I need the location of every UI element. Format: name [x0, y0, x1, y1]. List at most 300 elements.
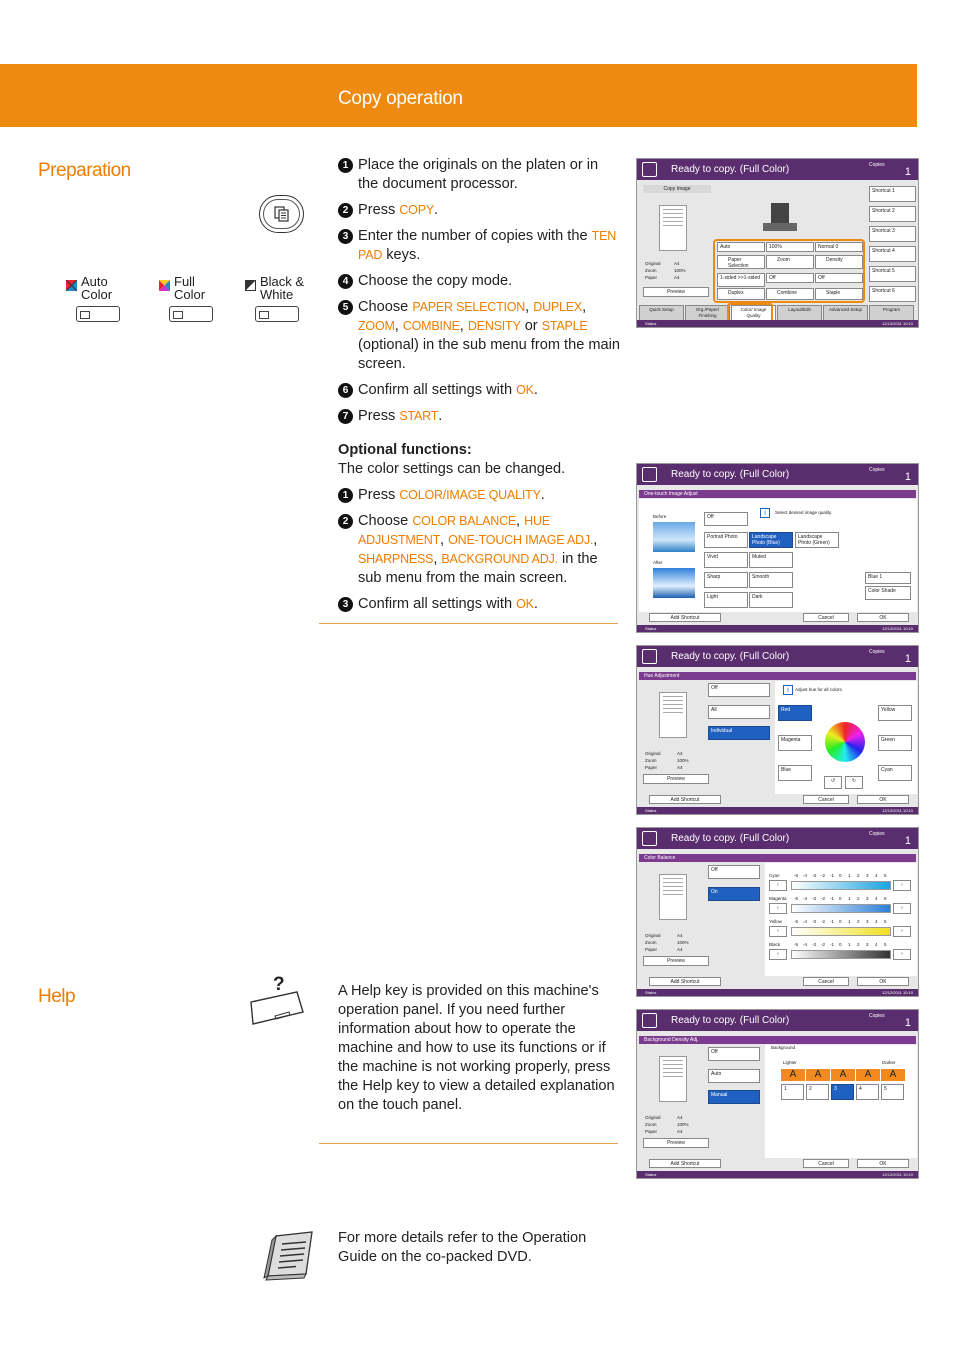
step-text-part: Place the originals on the platen or in the document processor.: [358, 157, 599, 192]
copies-label: Copies: [869, 1013, 885, 1019]
optional-steps: [338, 486, 620, 614]
step-number: 3: [338, 597, 353, 612]
scale-tick: 3: [866, 942, 869, 947]
original-value: A4: [674, 261, 680, 266]
scale-tick: 4: [875, 942, 878, 947]
all-button[interactable]: All: [708, 705, 770, 719]
copy-mode-icon: [642, 649, 657, 664]
density-button[interactable]: Density: [815, 255, 863, 269]
step-text: [358, 227, 620, 265]
duplex-value-btn[interactable]: 1-sided >>1-sided: [717, 273, 765, 287]
copies-count: 1: [904, 653, 911, 665]
key-name: START: [399, 409, 439, 423]
rotate-right-button[interactable]: ↻: [845, 776, 863, 789]
preparation-heading: Preparation: [38, 160, 131, 181]
key-name: STAPLE: [541, 319, 588, 333]
copies-label: Copies: [869, 467, 885, 473]
scale-tick: -4: [803, 942, 808, 947]
lighter-label: Lighter: [783, 1060, 797, 1065]
step-text-part: .: [540, 487, 545, 503]
help-text: A Help key is provided on this machine's operation panel. If you need further information about how to operate the machine and how to use its functions or if the machine is not working properly, press the Help key to view a detailed explanation on the touch panel.: [338, 983, 615, 1113]
note-text: For more details refer to the Operation Guide on the co-packed DVD.: [338, 1230, 587, 1265]
ready-message: Ready to copy. (Full Color): [671, 651, 790, 662]
panel-title: One-touch Image Adjust: [639, 490, 916, 498]
preparation-step-5: [338, 298, 620, 374]
copies-count: 1: [904, 1017, 911, 1029]
status-label: Status: [645, 321, 657, 326]
off-button[interactable]: Off: [708, 1047, 760, 1061]
info-icon: i: [783, 685, 793, 695]
step-text-part: Press: [358, 487, 400, 503]
scale-tick: 2: [857, 942, 860, 947]
shortcut-1-button[interactable]: Shortcut 1: [869, 186, 916, 202]
full-color-pad: [169, 306, 213, 322]
key-name: TEN PAD: [358, 229, 617, 262]
green-button[interactable]: Green: [878, 735, 912, 751]
key-name: COLOR/IMAGE QUALITY: [399, 488, 541, 502]
copies-count: 1: [904, 835, 911, 847]
key-name: SHARPNESS: [358, 552, 434, 566]
off-button[interactable]: Off: [704, 512, 748, 526]
dark-button[interactable]: Dark: [749, 592, 793, 608]
level-4-button[interactable]: 4: [856, 1084, 879, 1100]
preparation-step-2: [338, 201, 620, 220]
scale-tick: -4: [803, 919, 808, 924]
help-key-symbol: ?: [273, 974, 285, 995]
scale-tick: -4: [803, 896, 808, 901]
document-preview: [659, 874, 687, 920]
document-preview: [659, 1056, 687, 1102]
preparation-step-7: [338, 407, 620, 426]
copy-icon: [274, 206, 290, 222]
scale-tick: 0: [839, 896, 842, 901]
preview-button[interactable]: Preview: [643, 287, 709, 297]
staple-button[interactable]: Staple: [815, 288, 863, 300]
auto-button[interactable]: Auto: [708, 1069, 760, 1083]
copy-mode-icon: [642, 1013, 657, 1028]
timestamp: 12/12/2011 10:10: [882, 808, 913, 813]
help-heading: Help: [38, 986, 76, 1007]
step-text-part: in the sub menu from the main screen.: [358, 551, 598, 586]
status-label: Status: [645, 990, 657, 995]
preview-button[interactable]: Preview: [643, 1138, 709, 1148]
auto-color-label-2: Color: [81, 287, 113, 302]
step-text: [358, 595, 538, 614]
step-text-part: Enter the number of copies with the: [358, 228, 592, 244]
tab-3[interactable]: Color/ Image Quality: [731, 305, 776, 321]
page-title: Copy operation: [338, 88, 463, 109]
auto-color-key: [61, 275, 131, 322]
preparation-step-4: [338, 272, 620, 291]
decrease-button[interactable]: ‹: [769, 926, 787, 937]
screen-background: Ready to copy. (Full Color) Copies 1 Background Density Adj. Original Zoom Paper A4 100% A4 Preview Off Auto Manual Background Lighter Darker A 1 A 2 A 3 A 4 A 5 Add Shortcut Cancel OK Status 12/12/2011 10:10: [636, 1009, 919, 1179]
scale-tick: 3: [866, 873, 869, 878]
note-book-icon: [262, 1230, 318, 1282]
copies-label: Copies: [869, 831, 885, 837]
step-text-part: .: [533, 382, 538, 398]
optional-intro: The color settings can be changed.: [338, 461, 566, 477]
level-5-button[interactable]: 5: [881, 1084, 904, 1100]
decrease-button[interactable]: ‹: [769, 880, 787, 891]
step-text: [358, 407, 442, 426]
scale-tick: 2: [857, 873, 860, 878]
copy-mode-icon: [642, 831, 657, 846]
scale-tick: 1: [848, 919, 851, 924]
muted-button[interactable]: Muted: [749, 552, 793, 568]
paper-label: Paper: [645, 275, 658, 280]
divider-help: [319, 1143, 618, 1144]
step-text-part: Choose the copy mode.: [358, 273, 513, 289]
rotate-left-button[interactable]: ↺: [824, 776, 842, 789]
key-name: COLOR BALANCE: [412, 514, 517, 528]
paper-value-btn[interactable]: Auto: [717, 242, 765, 252]
scale-tick: 2: [857, 896, 860, 901]
black-white-pad: [255, 306, 299, 322]
full-color-label-1: Full: [174, 274, 195, 289]
step-text-part: or: [520, 318, 542, 334]
key-name: DENSITY: [467, 319, 521, 333]
step-number: 7: [338, 409, 353, 424]
density-sample: A: [831, 1069, 855, 1081]
copies-count: 1: [904, 166, 911, 178]
status-bar: [637, 159, 918, 180]
tab-1[interactable]: Quick Setup: [639, 305, 684, 321]
step-text-part: ,: [516, 513, 525, 529]
scale-tick: -2: [821, 873, 826, 878]
off-button[interactable]: Off: [708, 865, 760, 879]
density-sample: A: [781, 1069, 805, 1081]
balance-color-label: Magenta: [769, 896, 787, 901]
optional-step-2: [338, 512, 620, 588]
cancel-button[interactable]: Cancel: [803, 795, 849, 804]
screen-color-balance: Ready to copy. (Full Color) Copies 1 Color Balance Original Zoom Paper A4 100% A4 Preview Off On Cyan -5 -4 -3 -2 -1 0 1 2 3 4 5 ‹ › Magenta -5 -4 -3 -2 -1 0 1 2 3 4 5 ‹ › Yellow -5 -4 -3 -2 -1 0 1 2 3 4 5 ‹ › Black -5 -4 -3 -2 -1 0 1 2 3 4 5 ‹ › Add Shortcut Cancel OK Status 12/12/2011 10:10: [636, 827, 919, 997]
timestamp: 12/12/2011 10:10: [882, 321, 913, 326]
full-color-icon: [159, 280, 170, 291]
add-shortcut-button[interactable]: Add Shortcut: [649, 977, 721, 986]
black-white-label-2: White: [260, 287, 294, 302]
full-color-label-2: Color: [174, 287, 206, 302]
ok-button[interactable]: OK: [857, 977, 909, 986]
key-name: BACKGROUND ADJ.: [441, 552, 558, 566]
off-button[interactable]: Off: [708, 683, 770, 697]
density-sample: A: [806, 1069, 830, 1081]
ok-button[interactable]: OK: [857, 1159, 909, 1168]
step-text-part: ,: [593, 532, 598, 548]
add-shortcut-button[interactable]: Add Shortcut: [649, 795, 721, 804]
magenta-button[interactable]: Magenta: [778, 735, 812, 751]
scale-tick: 4: [875, 896, 878, 901]
preparation-step-6: [338, 381, 620, 400]
balance-slider[interactable]: [791, 904, 891, 913]
ok-button[interactable]: OK: [857, 613, 909, 622]
cyan-button[interactable]: Cyan: [878, 765, 912, 781]
step-text-part: ,: [440, 532, 449, 548]
divider: [319, 623, 618, 624]
step-text: [358, 156, 620, 194]
key-name: HUE ADJUSTMENT: [358, 514, 550, 547]
status-label: Status: [645, 626, 657, 631]
shortcut-4-button[interactable]: Shortcut 4: [869, 246, 916, 262]
optional-title: Optional functions:: [338, 442, 472, 458]
after-label: After: [653, 560, 663, 565]
landscape-blue-button[interactable]: Landscape Photo (Blue): [749, 532, 793, 548]
cancel-button[interactable]: Cancel: [803, 977, 849, 986]
status-label: Status: [645, 1172, 657, 1177]
step-text: [358, 298, 620, 374]
black-white-icon: [245, 280, 256, 291]
header-banner: [0, 64, 917, 127]
combine-button[interactable]: Combine: [766, 288, 814, 300]
scale-tick: 2: [857, 919, 860, 924]
scale-tick: -1: [830, 919, 835, 924]
preview-button[interactable]: Preview: [643, 774, 709, 784]
tab-6[interactable]: Program: [869, 305, 914, 321]
increase-button[interactable]: ›: [893, 903, 911, 914]
step-text-part: Choose: [358, 513, 413, 529]
balance-slider[interactable]: [791, 927, 891, 936]
density-value-btn[interactable]: Normal 0: [815, 242, 863, 252]
add-shortcut-button[interactable]: Add Shortcut: [649, 1159, 721, 1168]
paper-selection-button[interactable]: Paper Selection: [717, 255, 765, 269]
step-number: 2: [338, 514, 353, 529]
vivid-button[interactable]: Vivid: [704, 552, 748, 568]
shortcut-3-button[interactable]: Shortcut 3: [869, 226, 916, 242]
step-text-part: keys.: [382, 247, 421, 263]
screen-main: [636, 158, 919, 328]
scale-tick: 0: [839, 919, 842, 924]
key-name: COPY: [399, 203, 434, 217]
auto-color-pad: [76, 306, 120, 322]
zoom-label: Zoom: [645, 268, 657, 273]
scale-tick: -5: [794, 896, 799, 901]
optional-section: [338, 441, 620, 621]
step-number: 5: [338, 300, 353, 315]
document-preview: [659, 205, 687, 251]
shortcut-6-button[interactable]: Shortcut 6: [869, 286, 916, 302]
balance-slider[interactable]: [791, 950, 891, 959]
preparation-step-1: [338, 156, 620, 194]
copies-count: 1: [904, 471, 911, 483]
step-text-part: .: [433, 202, 439, 218]
scale-tick: 0: [839, 942, 842, 947]
step-text-part: ,: [394, 318, 403, 334]
zoom-value-btn[interactable]: 100%: [766, 242, 814, 252]
key-name: PAPER SELECTION: [412, 300, 526, 314]
copy-image-label: Copy Image: [643, 185, 711, 193]
ready-message: Ready to copy. (Full Color): [671, 833, 790, 844]
step-text: [358, 272, 512, 291]
status-label: Status: [645, 808, 657, 813]
color-shade-value[interactable]: Blue 1: [865, 572, 911, 584]
copies-label: Copies: [869, 162, 885, 168]
panel-title: Background Density Adj.: [639, 1036, 916, 1044]
balance-slider[interactable]: [791, 881, 891, 890]
panel-title: Hue Adjustment: [639, 672, 916, 680]
before-label: Before: [653, 514, 667, 519]
auto-color-icon: [66, 280, 77, 291]
tab-4[interactable]: Layout/Edit: [777, 305, 822, 321]
scale-tick: 0: [839, 873, 842, 878]
black-white-label-1: Black &: [260, 274, 305, 289]
key-name: ZOOM: [358, 319, 395, 333]
step-number: 2: [338, 203, 353, 218]
timestamp: 12/12/2011 10:10: [882, 626, 913, 631]
scale-tick: -3: [812, 873, 817, 878]
scale-tick: -3: [812, 919, 817, 924]
step-number: 6: [338, 383, 353, 398]
increase-button[interactable]: ›: [893, 949, 911, 960]
increase-button[interactable]: ›: [893, 926, 911, 937]
screen-onetouch: [636, 463, 919, 633]
scale-tick: -4: [803, 873, 808, 878]
zoom-value: 100%: [674, 268, 686, 273]
step-number: 1: [338, 158, 353, 173]
step-text: [358, 486, 545, 505]
landscape-green-button[interactable]: Landscape Photo (Green): [795, 532, 839, 548]
step-text-part: Confirm all settings with: [358, 382, 517, 398]
density-sample: A: [881, 1069, 905, 1081]
help-key-icon: [249, 972, 305, 1028]
scale-tick: 5: [884, 919, 887, 924]
scale-tick: -3: [812, 942, 817, 947]
black-white-key: [240, 275, 310, 322]
info-text: Select desired image quality.: [775, 510, 833, 515]
scale-tick: 5: [884, 942, 887, 947]
portrait-photo-button[interactable]: Portrait Photo: [704, 532, 748, 548]
preview-button[interactable]: Preview: [643, 956, 709, 966]
cancel-button[interactable]: Cancel: [803, 613, 849, 622]
individual-button[interactable]: Individual: [708, 726, 770, 740]
optional-step-3: [338, 595, 620, 614]
key-name: OK: [516, 597, 534, 611]
scale-tick: 3: [866, 896, 869, 901]
key-name: DUPLEX: [533, 300, 583, 314]
scale-tick: 5: [884, 873, 887, 878]
step-text-part: (optional) in the sub menu from the main screen.: [358, 337, 621, 372]
shortcut-5-button[interactable]: Shortcut 5: [869, 266, 916, 282]
scale-tick: -2: [821, 919, 826, 924]
smooth-button[interactable]: Smooth: [749, 572, 793, 588]
step-text-part: Confirm all settings with: [358, 596, 517, 612]
level-1-button[interactable]: 1: [781, 1084, 804, 1100]
decrease-button[interactable]: ‹: [769, 903, 787, 914]
info-text: Adjust hue for all colors.: [795, 687, 844, 692]
step-number: 4: [338, 274, 353, 289]
after-photo: [653, 568, 695, 598]
zoom-button[interactable]: Zoom: [766, 255, 814, 269]
red-button[interactable]: Red: [778, 705, 812, 721]
light-button[interactable]: Light: [704, 592, 748, 608]
scale-tick: -5: [794, 919, 799, 924]
timestamp: 12/12/2011 10:10: [882, 990, 913, 995]
step-text-part: Press: [358, 202, 400, 218]
darker-label: Darker: [882, 1060, 896, 1065]
increase-button[interactable]: ›: [893, 880, 911, 891]
scale-tick: -5: [794, 873, 799, 878]
balance-color-label: Black: [769, 942, 781, 947]
color-wheel: [825, 722, 865, 762]
before-photo: [653, 522, 695, 552]
auto-color-label-1: Auto: [81, 274, 108, 289]
full-color-key: [154, 275, 224, 322]
scale-tick: -1: [830, 896, 835, 901]
step-text-part: ,: [433, 551, 442, 567]
background-label: Background: [771, 1045, 796, 1050]
optional-step-1: [338, 486, 620, 505]
decrease-button[interactable]: ‹: [769, 949, 787, 960]
scale-tick: 1: [848, 896, 851, 901]
level-2-button[interactable]: 2: [806, 1084, 829, 1100]
status-footer: [637, 320, 918, 327]
manual-button[interactable]: Manual: [708, 1090, 760, 1104]
scale-tick: 3: [866, 919, 869, 924]
ok-button[interactable]: OK: [857, 795, 909, 804]
tab-2[interactable]: Org./Paper/ Finishing: [685, 305, 730, 321]
ready-message: Ready to copy. (Full Color): [671, 469, 790, 480]
timestamp: 12/12/2011 10:10: [882, 1172, 913, 1177]
on-button[interactable]: On: [708, 887, 760, 901]
copies-label: Copies: [869, 649, 885, 655]
copy-mode-icon: [642, 467, 657, 482]
scale-tick: -3: [812, 896, 817, 901]
step-text: [358, 201, 438, 220]
step-text-part: ,: [459, 318, 468, 334]
preparation-step-3: [338, 227, 620, 265]
level-3-button[interactable]: 3: [831, 1084, 854, 1100]
shortcut-2-button[interactable]: Shortcut 2: [869, 206, 916, 222]
tab-5[interactable]: Advanced Setup: [823, 305, 868, 321]
screen-hue: Ready to copy. (Full Color) Copies 1 Hue Adjustment Original Zoom Paper A4 100% A4 Preview Off All Individual i Adjust hue for all colors. Red Yellow Magenta Green Blue Cyan ↺ ↻ Add Shortcut Cancel OK Status 12/12/2011 10:10: [636, 645, 919, 815]
scale-tick: 4: [875, 873, 878, 878]
ready-message: Ready to copy. (Full Color): [671, 1015, 790, 1026]
step-number: 3: [338, 229, 353, 244]
copy-key: [259, 195, 304, 233]
yellow-button[interactable]: Yellow: [878, 705, 912, 721]
step-text-part: Choose: [358, 299, 413, 315]
cancel-button[interactable]: Cancel: [803, 1159, 849, 1168]
scale-tick: 1: [848, 942, 851, 947]
key-name: COMBINE: [402, 319, 460, 333]
scale-tick: 1: [848, 873, 851, 878]
ready-message: Ready to copy. (Full Color): [671, 164, 790, 175]
color-shade-button[interactable]: Color Shade: [865, 586, 911, 600]
document-preview: [659, 692, 687, 738]
step-text-part: Press: [358, 408, 400, 424]
scale-tick: -2: [821, 942, 826, 947]
sharp-button[interactable]: Sharp: [704, 572, 748, 588]
scale-tick: -1: [830, 942, 835, 947]
combine-value-btn[interactable]: Off: [766, 273, 814, 283]
scale-tick: -2: [821, 896, 826, 901]
add-shortcut-button[interactable]: Add Shortcut: [649, 613, 721, 622]
balance-color-label: Cyan: [769, 873, 780, 878]
copy-mode-icon: [642, 162, 657, 177]
blue-button[interactable]: Blue: [778, 765, 812, 781]
step-text: [358, 381, 538, 400]
duplex-button[interactable]: Duplex: [717, 288, 765, 300]
machine-illustration: [747, 189, 807, 239]
step-text-part: .: [438, 408, 443, 424]
step-text-part: ,: [582, 299, 587, 315]
key-name: OK: [516, 383, 534, 397]
scale-tick: 4: [875, 919, 878, 924]
paper-value: A4: [674, 275, 680, 280]
balance-color-label: Yellow: [769, 919, 782, 924]
step-text: [358, 512, 620, 588]
staple-value-btn[interactable]: Off: [815, 273, 863, 283]
step-text-part: ,: [525, 299, 534, 315]
step-text-part: .: [533, 596, 538, 612]
